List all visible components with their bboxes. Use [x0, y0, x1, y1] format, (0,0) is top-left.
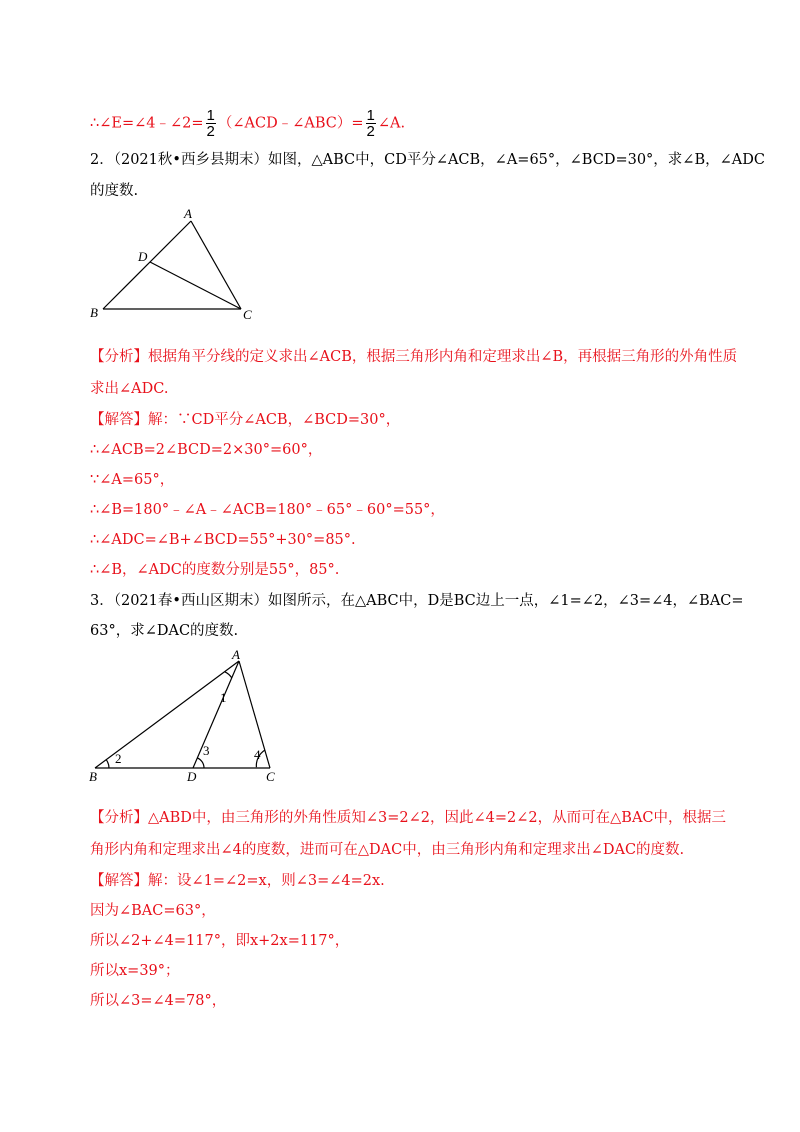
label-angle-3: 3	[203, 743, 210, 758]
q3-source: （2021春•西山区期末）	[113, 593, 268, 609]
q3-answer-line: 所以∠3=∠4=78°，	[90, 993, 227, 1009]
q2-answer-line: ∴∠B，∠ADC的度数分别是55°，85°.	[90, 562, 340, 578]
q3-answer-line: 因为∠BAC=63°，	[90, 903, 216, 919]
answer-tag: 【解答】	[90, 873, 148, 889]
angle-arc-2	[106, 760, 109, 768]
q3-analysis-line2: 角形内角和定理求出∠4的度数，进而可在△DAC中，由三角形内角和定理求出∠DAC的度数.	[90, 842, 685, 858]
q2-answer-line: ∴∠ACB=2∠BCD=2×30°=60°，	[90, 442, 323, 458]
q3-triangle-figure	[85, 645, 280, 785]
q2-answer-line: 【解答】解：∵CD平分∠ACB，∠BCD=30°，	[90, 412, 401, 428]
q3-number: 3．	[90, 593, 114, 609]
label-d: D	[187, 769, 197, 784]
q3-answer-line: 【解答】解：设∠1=∠2=x，则∠3=∠4=2x.	[90, 873, 385, 889]
q2-answer-line: ∵∠A=65°，	[90, 472, 175, 488]
q2-source: （2021秋•西乡县期末）	[113, 152, 268, 168]
q2-triangle-figure	[88, 205, 263, 323]
q3-answer-line: 所以∠2+∠4=117°，即x+2x=117°，	[90, 933, 350, 949]
q3-text-line1: 如图所示，在△ABC中，D是BC边上一点，∠1=∠2，∠3=∠4，∠BAC=	[267, 593, 744, 609]
conclusion-part2: （∠ACD﹣∠ABC）=	[217, 115, 364, 132]
q2-statement	[90, 150, 765, 170]
q3-text-line2: 63°，求∠DAC的度数.	[90, 623, 239, 639]
label-angle-2: 2	[115, 751, 122, 766]
q2-answer-line: ∴∠ADC=∠B+∠BCD=55°+30°=85°.	[90, 532, 356, 548]
label-b: B	[89, 769, 97, 784]
q2-text-line1: 如图，△ABC中，CD平分∠ACB，∠A=65°，∠BCD=30°，求∠B，∠ADC	[267, 152, 765, 168]
previous-conclusion	[90, 108, 405, 139]
fraction-half: $\frac{1}{2}$	[206, 107, 215, 140]
q3-statement	[90, 591, 744, 611]
analysis-tag: 【分析】	[90, 349, 148, 365]
segment-ad	[193, 661, 239, 768]
q3-analysis-line1: 【分析】△ABD中，由三角形的外角性质知∠3=2∠2，因此∠4=2∠2，从而可在△BAC中，根据三	[90, 810, 727, 826]
q2-analysis-line1: 【分析】根据角平分线的定义求出∠ACB，根据三角形内角和定理求出∠B，再根据三角形的外角性质	[90, 349, 738, 365]
side-ab	[103, 221, 191, 309]
label-b: B	[90, 305, 98, 320]
conclusion-part3: ∠A.	[377, 115, 406, 132]
conclusion-part1: ∴∠E=∠4﹣∠2=	[90, 115, 204, 132]
label-a: A	[184, 206, 192, 221]
q3-answer-line: 所以x=39°；	[90, 963, 180, 979]
fraction-half: $\frac{1}{2}$	[366, 107, 375, 140]
label-a: A	[232, 647, 240, 662]
angle-arc-1	[225, 672, 232, 678]
label-angle-4: 4	[254, 747, 261, 762]
label-c: C	[243, 307, 252, 322]
angle-arc-3	[197, 758, 204, 768]
q2-analysis-line2: 求出∠ADC.	[90, 381, 169, 397]
answer-tag: 【解答】	[90, 412, 148, 428]
label-c: C	[266, 769, 275, 784]
label-angle-1: 1	[220, 690, 227, 705]
analysis-tag: 【分析】	[90, 810, 148, 826]
q2-text-line2: 的度数.	[90, 183, 139, 199]
q2-number: 2．	[90, 152, 114, 168]
q2-answer-line: ∴∠B=180°﹣∠A﹣∠ACB=180°﹣65°﹣60°=55°，	[90, 502, 445, 518]
label-d: D	[138, 249, 148, 264]
